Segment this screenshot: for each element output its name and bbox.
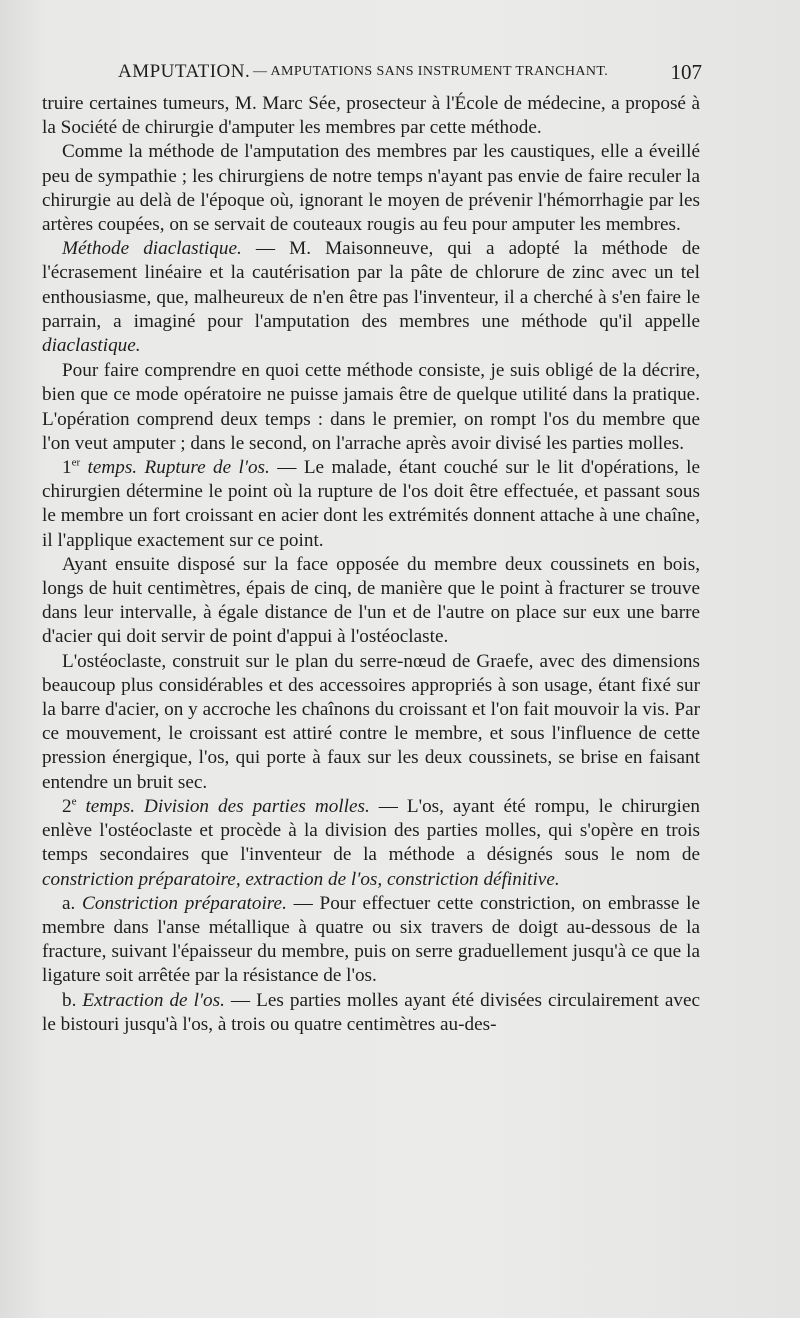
step-superscript: er [71, 456, 81, 469]
running-header [118, 56, 702, 88]
paragraph-3-text: — M. Maisonneuve, qui a adopté la méthode de l'écrasement linéaire et la cautérisation par la pâte de chlorure de zinc avec un tel enthousiasme, que, malheureux de n'en être pas l'inventeur, il a cherché à s'en faire le parrain, a imaginé pour l'amputation des membres une méthode qu'il appelle [42, 238, 700, 332]
paragraph-6: Ayant ensuite disposé sur la face opposée du membre deux coussinets en bois, longs de huit centimètres, épais de cinq, de manière que le point à fracturer se trouve dans leur intervalle, à égale distance de l'un et de l'autre on place sur eux une barre d'acier qui doit servir de point d'appui à l'ostéoclaste. [42, 553, 700, 648]
paragraph-3 [42, 237, 700, 358]
step-title: temps. Division des parties molles. [76, 795, 370, 817]
paragraph-9-text: — Pour effectuer cette constriction, on embrasse le membre dans l'anse métallique à quatre ou six travers de doigt au-dessous de la fracture, suivant l'épaisseur du membre, puis on serre graduellement jusqu'à ce que la ligature soit arrêtée par la résistance de l'os. [42, 892, 700, 987]
paragraph-3-emphasis: diaclastique. [42, 335, 141, 357]
paragraph-10-text: — Les parties molles ayant été divisées circulairement avec le bistouri jusqu'à l'os, à trois ou quatre centimètres au-des- [42, 989, 700, 1035]
method-title: Méthode diaclastique. [62, 238, 242, 260]
step-number: 2 [62, 795, 72, 817]
header-subtitle: — AMPUTATIONS SANS INSTRUMENT TRANCHANT. [253, 64, 609, 79]
step-number: 1 [62, 457, 72, 479]
paragraph-5 [42, 456, 700, 553]
paragraph-8-text: — L'os, ayant été rompu, le chirurgien enlève l'ostéoclaste et procède à la division des parties molles, qui s'opère en trois temps secondaires que l'inventeur de la méthode a désignés sous le nom de [42, 795, 700, 866]
step-superscript: e [71, 795, 77, 808]
substep-title: Extraction de l'os. [82, 989, 225, 1011]
paragraph-2: Comme la méthode de l'amputation des membres par les caustiques, elle a éveillé peu de sympathie ; les chirurgiens de notre temps n'ayant pas envie de faire reculer la chirurgie au delà de l'époque où, ignorant le moyen de prévenir l'hémorrhagie par les artères coupées, on se servait de couteaux rougis au feu pour amputer les membres. [42, 141, 700, 236]
step-title: temps. Rupture de l'os. [80, 457, 270, 479]
paragraph-8 [42, 795, 700, 892]
header-title: AMPUTATION. [118, 61, 251, 82]
paragraph-5-text: — Le malade, étant couché sur le lit d'opérations, le chirurgien détermine le point où la rupture de l'os doit être effectuée, et passant sous le membre un fort croissant en acier dont les extrémités donnent attache à une chaîne, il l'applique exactement sur ce point. [42, 457, 700, 551]
substep-title: Constriction préparatoire. [82, 892, 287, 914]
paragraph-1: truire certaines tumeurs, M. Marc Sée, prosecteur à l'École de médecine, a proposé à la Société de chirurgie d'amputer les membres par cette méthode. [42, 93, 700, 139]
paragraph-4: Pour faire comprendre en quoi cette méthode consiste, je suis obligé de la décrire, bien que ce mode opératoire ne puisse jamais être de quelque utilité dans la pratique. L'opération comprend deux temps : dans le premier, on rompt l'os du membre que l'on veut amputer ; dans le second, on l'arrache après avoir divisé les parties molles. [42, 360, 700, 454]
paragraph-7: L'ostéoclaste, construit sur le plan du serre-nœud de Graefe, avec des dimensions beaucoup plus considérables et des accessoires appropriés à son usage, étant fixé sur la barre d'acier, on y accroche les chaînons du croissant et l'on fait mouvoir la vis. Par ce mouvement, le croissant est attiré contre le membre, et sous l'influence de cette pression énergique, l'os, qui porte à faux sur les deux coussinets, se brise en faisant entendre un bruit sec. [42, 650, 700, 793]
paragraph-8-emphasis: constriction préparatoire, extraction de l'os, constriction définitive. [42, 868, 560, 890]
paragraph-10 [42, 989, 700, 1037]
body-text [42, 92, 700, 1037]
paragraph-9 [42, 892, 700, 989]
substep-letter: b. [62, 989, 83, 1011]
substep-letter: a. [62, 892, 83, 914]
page-number: 107 [670, 60, 702, 84]
